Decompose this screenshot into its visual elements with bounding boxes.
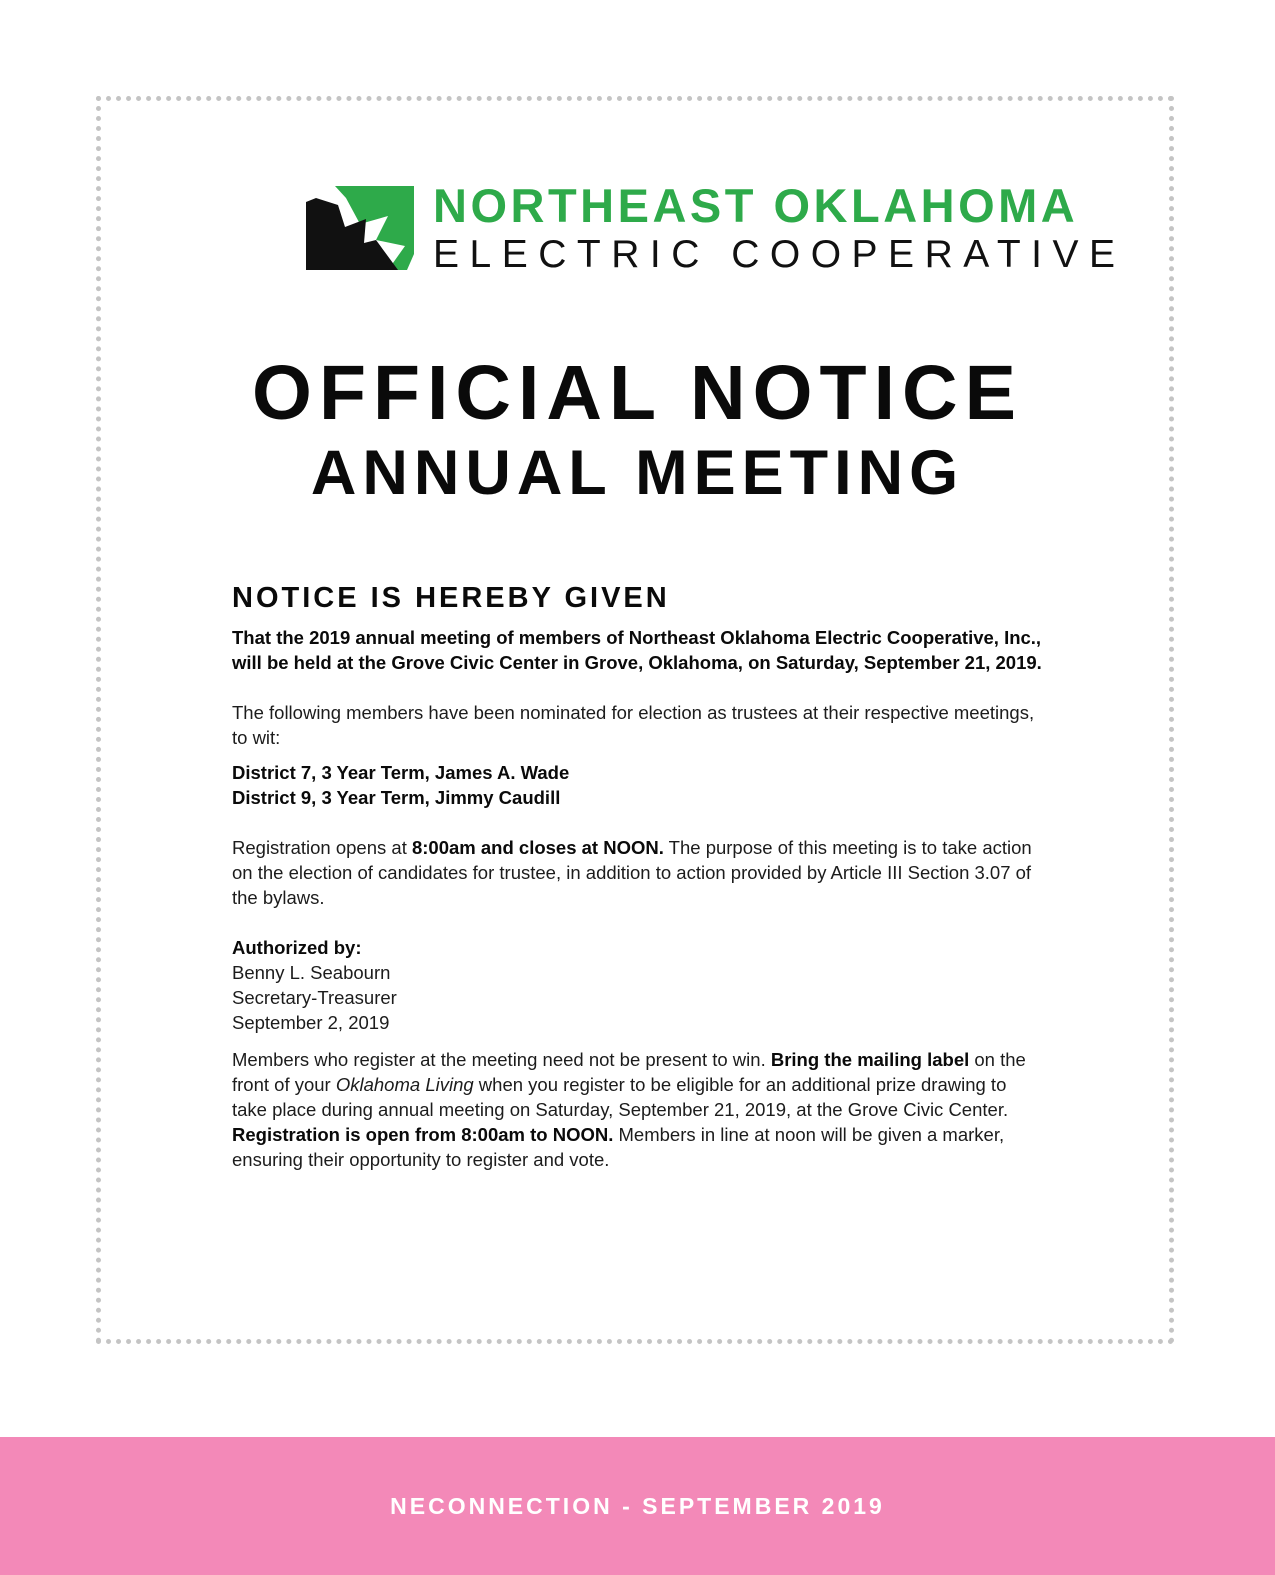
- notice-body: [232, 578, 1042, 1172]
- members-text-4: Members in line at noon will be given a marker, ensuring their opportunity to register and vote.: [232, 1124, 1005, 1170]
- members-paragraph: [232, 1047, 1042, 1172]
- magazine-name: Oklahoma Living: [335, 1074, 474, 1095]
- logo-wordmark-line1: NORTHEAST OKLAHOMA: [433, 179, 1079, 232]
- page-subtitle: ANNUAL MEETING: [310, 438, 965, 508]
- nominee-item: District 7, 3 Year Term, James A. Wade: [232, 762, 570, 783]
- footer-text: NECONNECTION - SEPTEMBER 2019: [390, 1493, 885, 1519]
- authorization-block: [232, 935, 1042, 1035]
- nominee-list: [232, 760, 1042, 810]
- nominee-item: District 9, 3 Year Term, Jimmy Caudill: [232, 787, 561, 808]
- registration-text-end: The purpose of this meeting is to take action on the election of candidates for trustee, in addition to action provided by Article III Section 3.07 of the bylaws.: [232, 837, 1032, 908]
- authorized-name: Benny L. Seabourn: [232, 962, 391, 983]
- members-text-1: Members who register at the meeting need not be present to win.: [232, 1049, 771, 1070]
- mailing-label-instruction: Bring the mailing label: [770, 1049, 970, 1070]
- authorized-title: Secretary-Treasurer: [232, 987, 397, 1008]
- members-text-2: on the front of your: [232, 1049, 1026, 1095]
- authorized-date: September 2, 2019: [232, 1012, 390, 1033]
- authorized-label: Authorized by:: [232, 937, 362, 958]
- registration-paragraph: [232, 835, 1042, 910]
- registration-hours: 8:00am and closes at NOON.: [411, 837, 664, 858]
- members-text-3: when you register to be eligible for an additional prize drawing to take place during annual meeting on Saturday, September 21, 2019, at the Grove Civic Center.: [232, 1074, 1009, 1120]
- notice-intro: That the 2019 annual meeting of members of Northeast Oklahoma Electric Cooperative, Inc., will be held at the Grove Civic Center in Grove, Oklahoma, on Saturday, September 21, 2019.: [232, 627, 1042, 673]
- logo-wordmark-line2: ELECTRIC COOPERATIVE: [433, 233, 1126, 276]
- notice-heading: NOTICE IS HEREBY GIVEN: [232, 582, 670, 614]
- lightning-mountain-logo-icon: [306, 186, 414, 270]
- registration-open-hours: Registration is open from 8:00am to NOON.: [232, 1124, 614, 1145]
- nominees-intro: The following members have been nominated for election as trustees at their respective meetings, to wit:: [232, 702, 1035, 748]
- page-title: OFFICIAL NOTICE: [252, 350, 1023, 436]
- registration-text-start: Registration opens at: [232, 837, 412, 858]
